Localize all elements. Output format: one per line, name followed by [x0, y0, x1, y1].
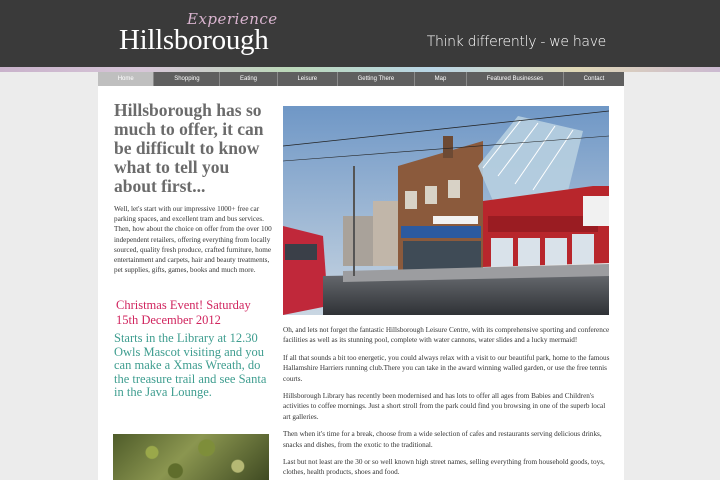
intro-heading: Hillsborough has so much to offer, it can be difficult to know what to tell you about first...	[114, 100, 264, 196]
main-nav	[98, 72, 624, 86]
nav-item-getting-there[interactable]: Getting There	[338, 72, 415, 86]
nav-item-eating[interactable]: Eating	[220, 72, 277, 86]
intro-text: Well, let's start with our impressive 1000+ free car parking spaces, and excellent tram and bus services. Then, how about the choice on offer from the over 100 independent retailers, offering everything from locally sourced, quality fresh produce, crafted furniture, home entertainment and carpets, hair and beauty treatments, pet supplies, gifts, games, books and much more.	[114, 205, 272, 275]
paragraph-library: Hillsborough Library has recently been modernised and has lots to offer all ages from Babies and Children's activities to coffee mornings. Just a short stroll from the park could find you browsing in one of the superb local art galleries.	[283, 392, 606, 421]
intro-column	[114, 101, 274, 275]
site-header	[0, 0, 720, 67]
street-photo	[283, 106, 609, 315]
nav-item-featured-businesses[interactable]: Featured Businesses	[467, 72, 564, 86]
paragraph-park: If all that sounds a bit too energetic, you could always relax with a visit to our beautiful park, home to the famous Hallamshire Harriers running club.There you can take in the award winning walled garden, or use the free tennis courts.	[283, 353, 610, 383]
logo-script-text: Experience	[187, 10, 278, 28]
site-tagline: Think differently - we have	[426, 34, 606, 50]
nav-item-shopping[interactable]: Shopping	[154, 72, 220, 86]
paragraph-leisure-centre: Oh, and lets not forget the fantastic Hillsborough Leisure Centre, with its comprehensive sporting and conference facilities as well as its stunning pool, complete with water cannons, water slides and a lucky mermaid!	[283, 326, 610, 345]
nav-item-contact[interactable]: Contact	[583, 76, 605, 82]
garden-photo	[113, 434, 269, 480]
nav-item-leisure[interactable]: Leisure	[278, 72, 338, 86]
paragraph-high-street: Last but not least are the 30 or so well known high street names, selling everything from household goods, toys, clothes, health products, shoes and food.	[283, 458, 605, 477]
nav-item-map[interactable]: Map	[415, 72, 467, 86]
site-logo[interactable]	[119, 10, 299, 58]
paragraph-cafes: Then when it's time for a break, choose from a wide selection of cafes and restaurants serving delicious drinks, snacks and dishes, from the exotic to the traditional.	[283, 430, 602, 449]
body-text	[283, 325, 613, 480]
nav-item-home[interactable]: Home	[98, 72, 154, 86]
event-details: Starts in the Library at 12.30 Owls Mascot visiting and you can make a Xmas Wreath, do the treasure trail and see Santa in the Java Lounge.	[114, 331, 267, 400]
logo-main-text: Hillsborough	[119, 24, 269, 56]
event-title: Christmas Event! Saturday 15th December 2012	[116, 298, 251, 327]
main-content	[98, 86, 624, 480]
